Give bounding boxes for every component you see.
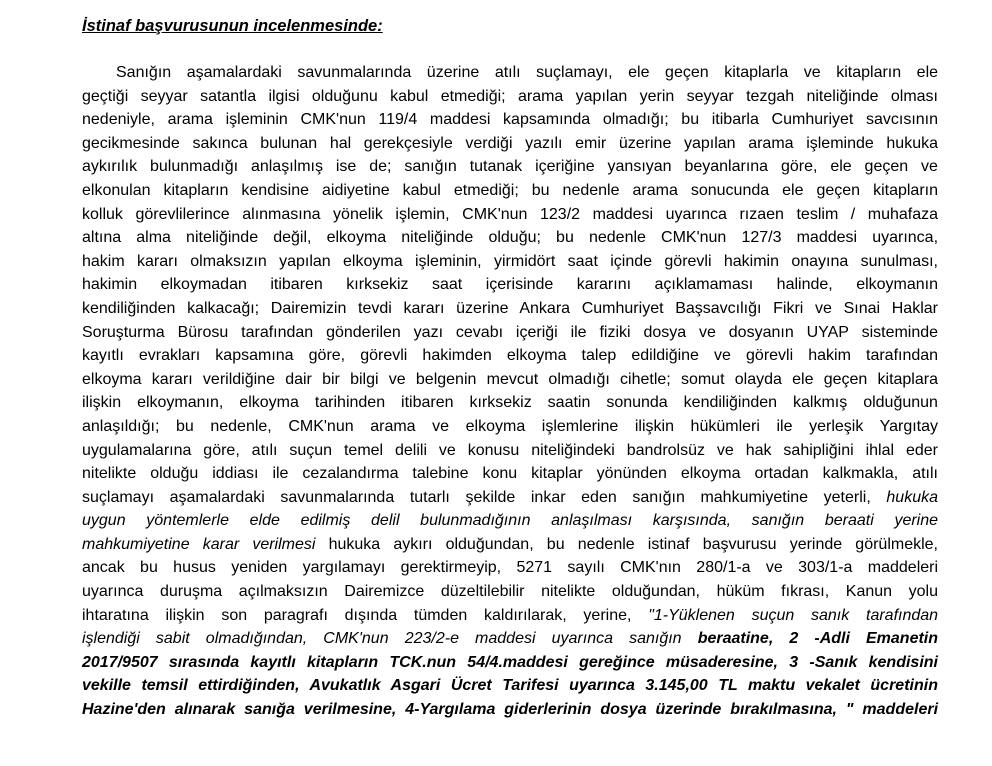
text-run: uyarınca duruşma açılmaksızın Dairemizce düzeltilebilir nitelikte olduğundan, hüküm fıkrası, Kanun yolu <box>82 583 938 601</box>
text-run: ihtaratına ilişkin son paragrafı dışında tümden kaldırılarak, yerine, <box>82 606 649 624</box>
text-line <box>82 273 938 297</box>
text-line <box>82 155 938 179</box>
text-line <box>82 604 938 628</box>
text-line <box>82 556 938 580</box>
text-run: aykırılık bulunmadığı anlaşılmış ise de; sanığın tutanak içeriğine yansıyan beyanlarına göre, ele geçen ve <box>82 158 938 176</box>
text-line <box>82 674 938 698</box>
text-line <box>82 179 938 203</box>
section-heading: İstinaf başvurusunun incelenmesinde: <box>82 17 383 35</box>
text-run: nedeniyle, arama işleminin CMK'nun 119/4 maddesi kapsamında olmadığı; bu itibarla Cumhuriyet savcısının <box>82 111 939 129</box>
text-line <box>82 203 938 227</box>
text-line <box>82 108 938 132</box>
bold-italic-text: Hazine'den alınarak sanığa verilmesine, 4-Yargılama giderlerinin dosya üzerinde bırakılmasına, " maddeleri <box>82 701 939 719</box>
text-line <box>82 321 938 345</box>
text-line <box>82 297 938 321</box>
text-line <box>82 580 938 604</box>
body-paragraph <box>82 61 938 722</box>
text-run: nitelikte olduğu iddiası ile cezalandırma talebine konu kitaplar yönünden elkoyma ortadan kalkmakla, atılı <box>82 465 939 483</box>
bold-italic-text: vekille temsil ettirdiğinden, Avukatlık Asgari Ücret Tarifesi uyarınca 3.145,00 TL maktu vekalet ücretinin <box>82 677 938 695</box>
text-line <box>82 415 938 439</box>
text-run: kendiliğinden kalkacağı; Dairemizin tevdi kararı üzerine Ankara Cumhuriyet Başsavcılığı Fikri ve Sınai Haklar <box>82 299 938 317</box>
text-run: gecikmesinde sakınca bulunan hal gerekçesiyle verdiği yazılı emir üzerine yapılan arama işleminde hukuka <box>82 134 939 152</box>
text-run: kolluk görevlilerince alınmasına yönelik işlemin, CMK'nun 123/2 maddesi uyarınca rızaen teslim / muhafaza <box>82 205 939 223</box>
text-run: kayıtlı evrakları kapsamına göre, görevli hakimden elkoyma talep edildiğine ve görevli hakim tarafından <box>82 347 939 365</box>
text-run: hakimin elkoymadan itibaren kırksekiz saat içerisinde kararını açıklamaması halinde, elkoymanın <box>82 276 939 294</box>
text-line <box>82 698 938 722</box>
text-line <box>82 344 938 368</box>
text-run: ilişkin elkoymanın, elkoyma tarihinden itibaren kırksekiz saatin sonunda kendiliğinden kalkmış olduğunun <box>82 394 938 412</box>
text-line <box>82 391 938 415</box>
text-line <box>82 368 938 392</box>
text-line <box>82 533 938 557</box>
bold-italic-text: 2017/9507 sırasında kayıtlı kitapların TCK.nun 54/4.maddesi gereğince müsaderesine, 3 -Sanık kendisini <box>82 653 938 671</box>
text-line <box>82 509 938 533</box>
text-run: hakim kararı olmaksızın yapılan elkoyma işleminin, yirmidört saat içinde görevli hakimin onayına sunulması, <box>82 252 939 270</box>
text-run: altına alma niteliğinde değil, elkoyma niteliğinde olduğu; bu nedenle CMK'nun 127/3 maddesi uyarınca, <box>82 229 939 247</box>
text-line <box>82 651 938 675</box>
text-line <box>82 439 938 463</box>
italic-text: işlendiği sabit olmadığından, CMK'nun 223/2-e maddesi uyarınca sanığın <box>82 630 698 648</box>
text-line <box>82 486 938 510</box>
italic-text: uygun yöntemlerle elde edilmiş delil bulunmadığının anlaşılması karşısında, sanığın beraati yerine <box>82 512 939 530</box>
text-run: ancak bu husus yeniden yargılamayı gerektirmeyip, 5271 sayılı CMK'nın 280/1-a ve 303/1-a maddeleri <box>82 559 939 577</box>
text-line <box>82 61 938 85</box>
text-run: Sanığın aşamalardaki savunmalarında üzerine atılı suçlamayı, ele geçen kitaplarla ve kitapların ele <box>116 64 939 81</box>
text-line <box>82 132 938 156</box>
text-line <box>82 462 938 486</box>
text-run: elkoyma kararı verildiğine dair bir bilgi ve belgenin mevcut olmadığı cihetle; somut olayda ele geçen kitaplara <box>82 370 938 388</box>
text-run: geçtiği seyyar satantla ilgisi olduğunu kabul etmediği; arama yapılan yerin seyyar tezgah niteliğinde olması <box>82 87 939 105</box>
text-run: suçlamayı aşamalardaki savunmalarında tutarlı şekilde inkar eden sanığın mahkumiyetine yeterli, <box>82 488 887 506</box>
text-line <box>82 627 938 651</box>
text-run: elkonulan kitapların kendisine aidiyetine kabul etmediği; bu nedenle arama sonucunda ele geçen kitapların <box>82 181 938 199</box>
italic-text: hukuka <box>886 488 938 506</box>
text-run: hukuka aykırı olduğundan, bu nedenle istinaf başvurusu yerinde görülmekle, <box>315 535 939 553</box>
text-run: anlaşıldığı; bu nedenle, CMK'nun arama ve elkoyma işlemlerine ilişkin hükümleri ile yerleşik Yargıtay <box>82 417 939 435</box>
bold-italic-text: beraatine, 2 -Adli Emanetin <box>697 630 939 648</box>
text-run: uygulamalarına göre, atılı suçun temel delili ve konusu niteliğindeki bandrolsüz ve hak sahipliğini ihlal eder <box>82 441 938 459</box>
italic-text: mahkumiyetine karar verilmesi <box>82 535 316 553</box>
italic-text: "1-Yüklenen suçun sanık tarafından <box>648 606 939 624</box>
text-line <box>82 250 938 274</box>
text-line <box>82 226 938 250</box>
text-run: Soruşturma Bürosu tarafından gönderilen yazı cevabı içeriği ile fiziki dosya ve dosyanın UYAP sisteminde <box>82 323 939 341</box>
text-line <box>82 85 938 109</box>
